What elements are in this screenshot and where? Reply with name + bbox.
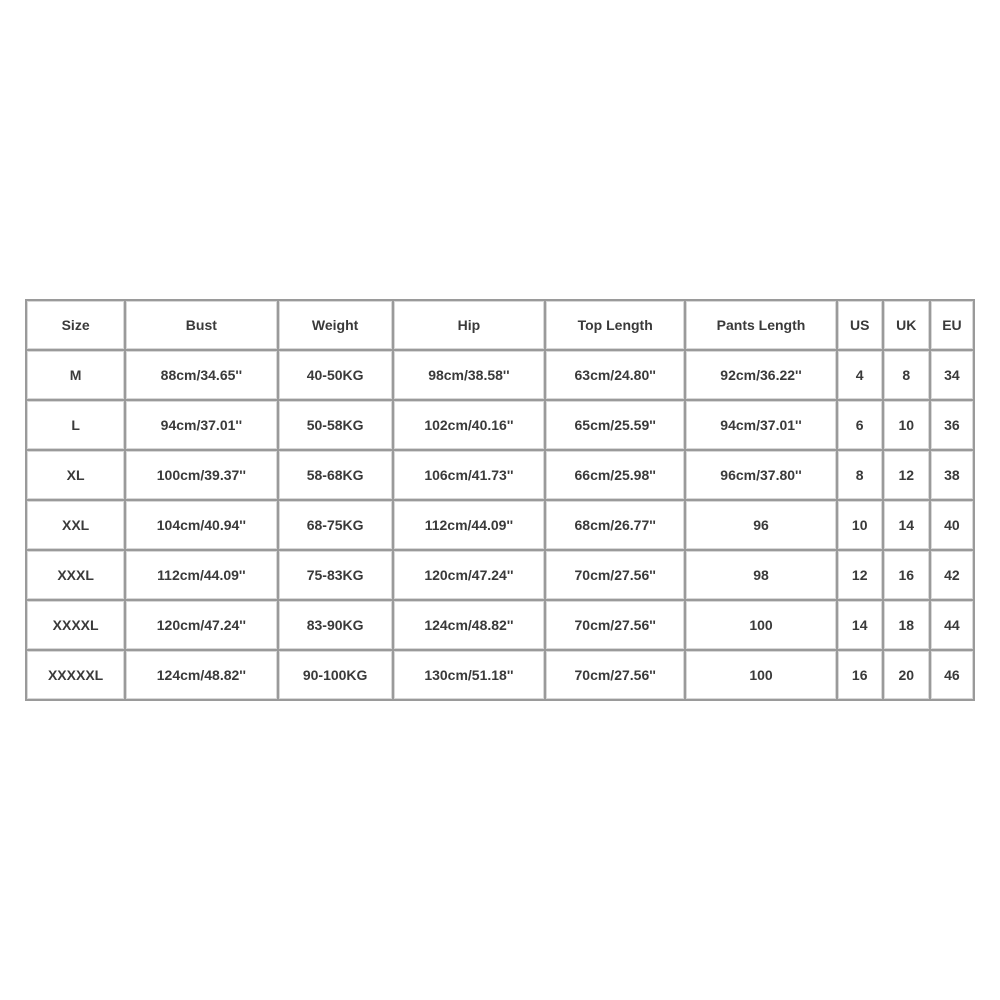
cell-size: XXXXXL	[27, 651, 126, 701]
cell-hip: 102cm/40.16''	[394, 401, 546, 451]
cell-pants-length: 100	[686, 601, 837, 651]
cell-weight: 50-58KG	[279, 401, 394, 451]
cell-bust: 112cm/44.09''	[126, 551, 278, 601]
header-eu: EU	[931, 301, 975, 351]
cell-uk: 10	[884, 401, 931, 451]
cell-pants-length: 96cm/37.80''	[686, 451, 837, 501]
size-chart-table	[25, 299, 975, 701]
header-size: Size	[27, 301, 126, 351]
cell-uk: 14	[884, 501, 931, 551]
cell-bust: 104cm/40.94''	[126, 501, 278, 551]
table-row	[27, 351, 975, 401]
cell-us: 10	[838, 501, 884, 551]
cell-weight: 58-68KG	[279, 451, 394, 501]
cell-eu: 38	[931, 451, 975, 501]
header-top-length: Top Length	[546, 301, 686, 351]
cell-weight: 40-50KG	[279, 351, 394, 401]
cell-top-length: 70cm/27.56''	[546, 551, 686, 601]
cell-us: 4	[838, 351, 884, 401]
cell-hip: 106cm/41.73''	[394, 451, 546, 501]
cell-top-length: 68cm/26.77''	[546, 501, 686, 551]
cell-pants-length: 94cm/37.01''	[686, 401, 837, 451]
cell-weight: 90-100KG	[279, 651, 394, 701]
table-row	[27, 551, 975, 601]
table-row	[27, 501, 975, 551]
cell-us: 8	[838, 451, 884, 501]
cell-weight: 68-75KG	[279, 501, 394, 551]
cell-top-length: 63cm/24.80''	[546, 351, 686, 401]
cell-weight: 75-83KG	[279, 551, 394, 601]
cell-hip: 130cm/51.18''	[394, 651, 546, 701]
cell-us: 14	[838, 601, 884, 651]
cell-eu: 36	[931, 401, 975, 451]
cell-bust: 100cm/39.37''	[126, 451, 278, 501]
cell-pants-length: 98	[686, 551, 837, 601]
cell-top-length: 70cm/27.56''	[546, 651, 686, 701]
header-uk: UK	[884, 301, 931, 351]
header-us: US	[838, 301, 884, 351]
cell-pants-length: 96	[686, 501, 837, 551]
cell-bust: 124cm/48.82''	[126, 651, 278, 701]
cell-us: 12	[838, 551, 884, 601]
cell-size: XXL	[27, 501, 126, 551]
cell-size: XXXL	[27, 551, 126, 601]
cell-size: XXXXL	[27, 601, 126, 651]
cell-eu: 34	[931, 351, 975, 401]
cell-uk: 20	[884, 651, 931, 701]
cell-us: 16	[838, 651, 884, 701]
table-row	[27, 601, 975, 651]
header-bust: Bust	[126, 301, 278, 351]
cell-size: L	[27, 401, 126, 451]
cell-eu: 44	[931, 601, 975, 651]
cell-eu: 40	[931, 501, 975, 551]
cell-pants-length: 92cm/36.22''	[686, 351, 837, 401]
cell-top-length: 70cm/27.56''	[546, 601, 686, 651]
table-row	[27, 451, 975, 501]
cell-top-length: 65cm/25.59''	[546, 401, 686, 451]
cell-us: 6	[838, 401, 884, 451]
header-pants-length: Pants Length	[686, 301, 837, 351]
table-row	[27, 651, 975, 701]
cell-eu: 42	[931, 551, 975, 601]
cell-bust: 120cm/47.24''	[126, 601, 278, 651]
cell-uk: 18	[884, 601, 931, 651]
cell-top-length: 66cm/25.98''	[546, 451, 686, 501]
header-row	[27, 301, 975, 351]
header-weight: Weight	[279, 301, 394, 351]
cell-uk: 12	[884, 451, 931, 501]
table-row	[27, 401, 975, 451]
cell-bust: 88cm/34.65''	[126, 351, 278, 401]
cell-bust: 94cm/37.01''	[126, 401, 278, 451]
cell-uk: 8	[884, 351, 931, 401]
cell-hip: 124cm/48.82''	[394, 601, 546, 651]
cell-weight: 83-90KG	[279, 601, 394, 651]
cell-hip: 112cm/44.09''	[394, 501, 546, 551]
header-hip: Hip	[394, 301, 546, 351]
cell-size: M	[27, 351, 126, 401]
cell-uk: 16	[884, 551, 931, 601]
cell-hip: 98cm/38.58''	[394, 351, 546, 401]
cell-pants-length: 100	[686, 651, 837, 701]
cell-hip: 120cm/47.24''	[394, 551, 546, 601]
cell-size: XL	[27, 451, 126, 501]
cell-eu: 46	[931, 651, 975, 701]
